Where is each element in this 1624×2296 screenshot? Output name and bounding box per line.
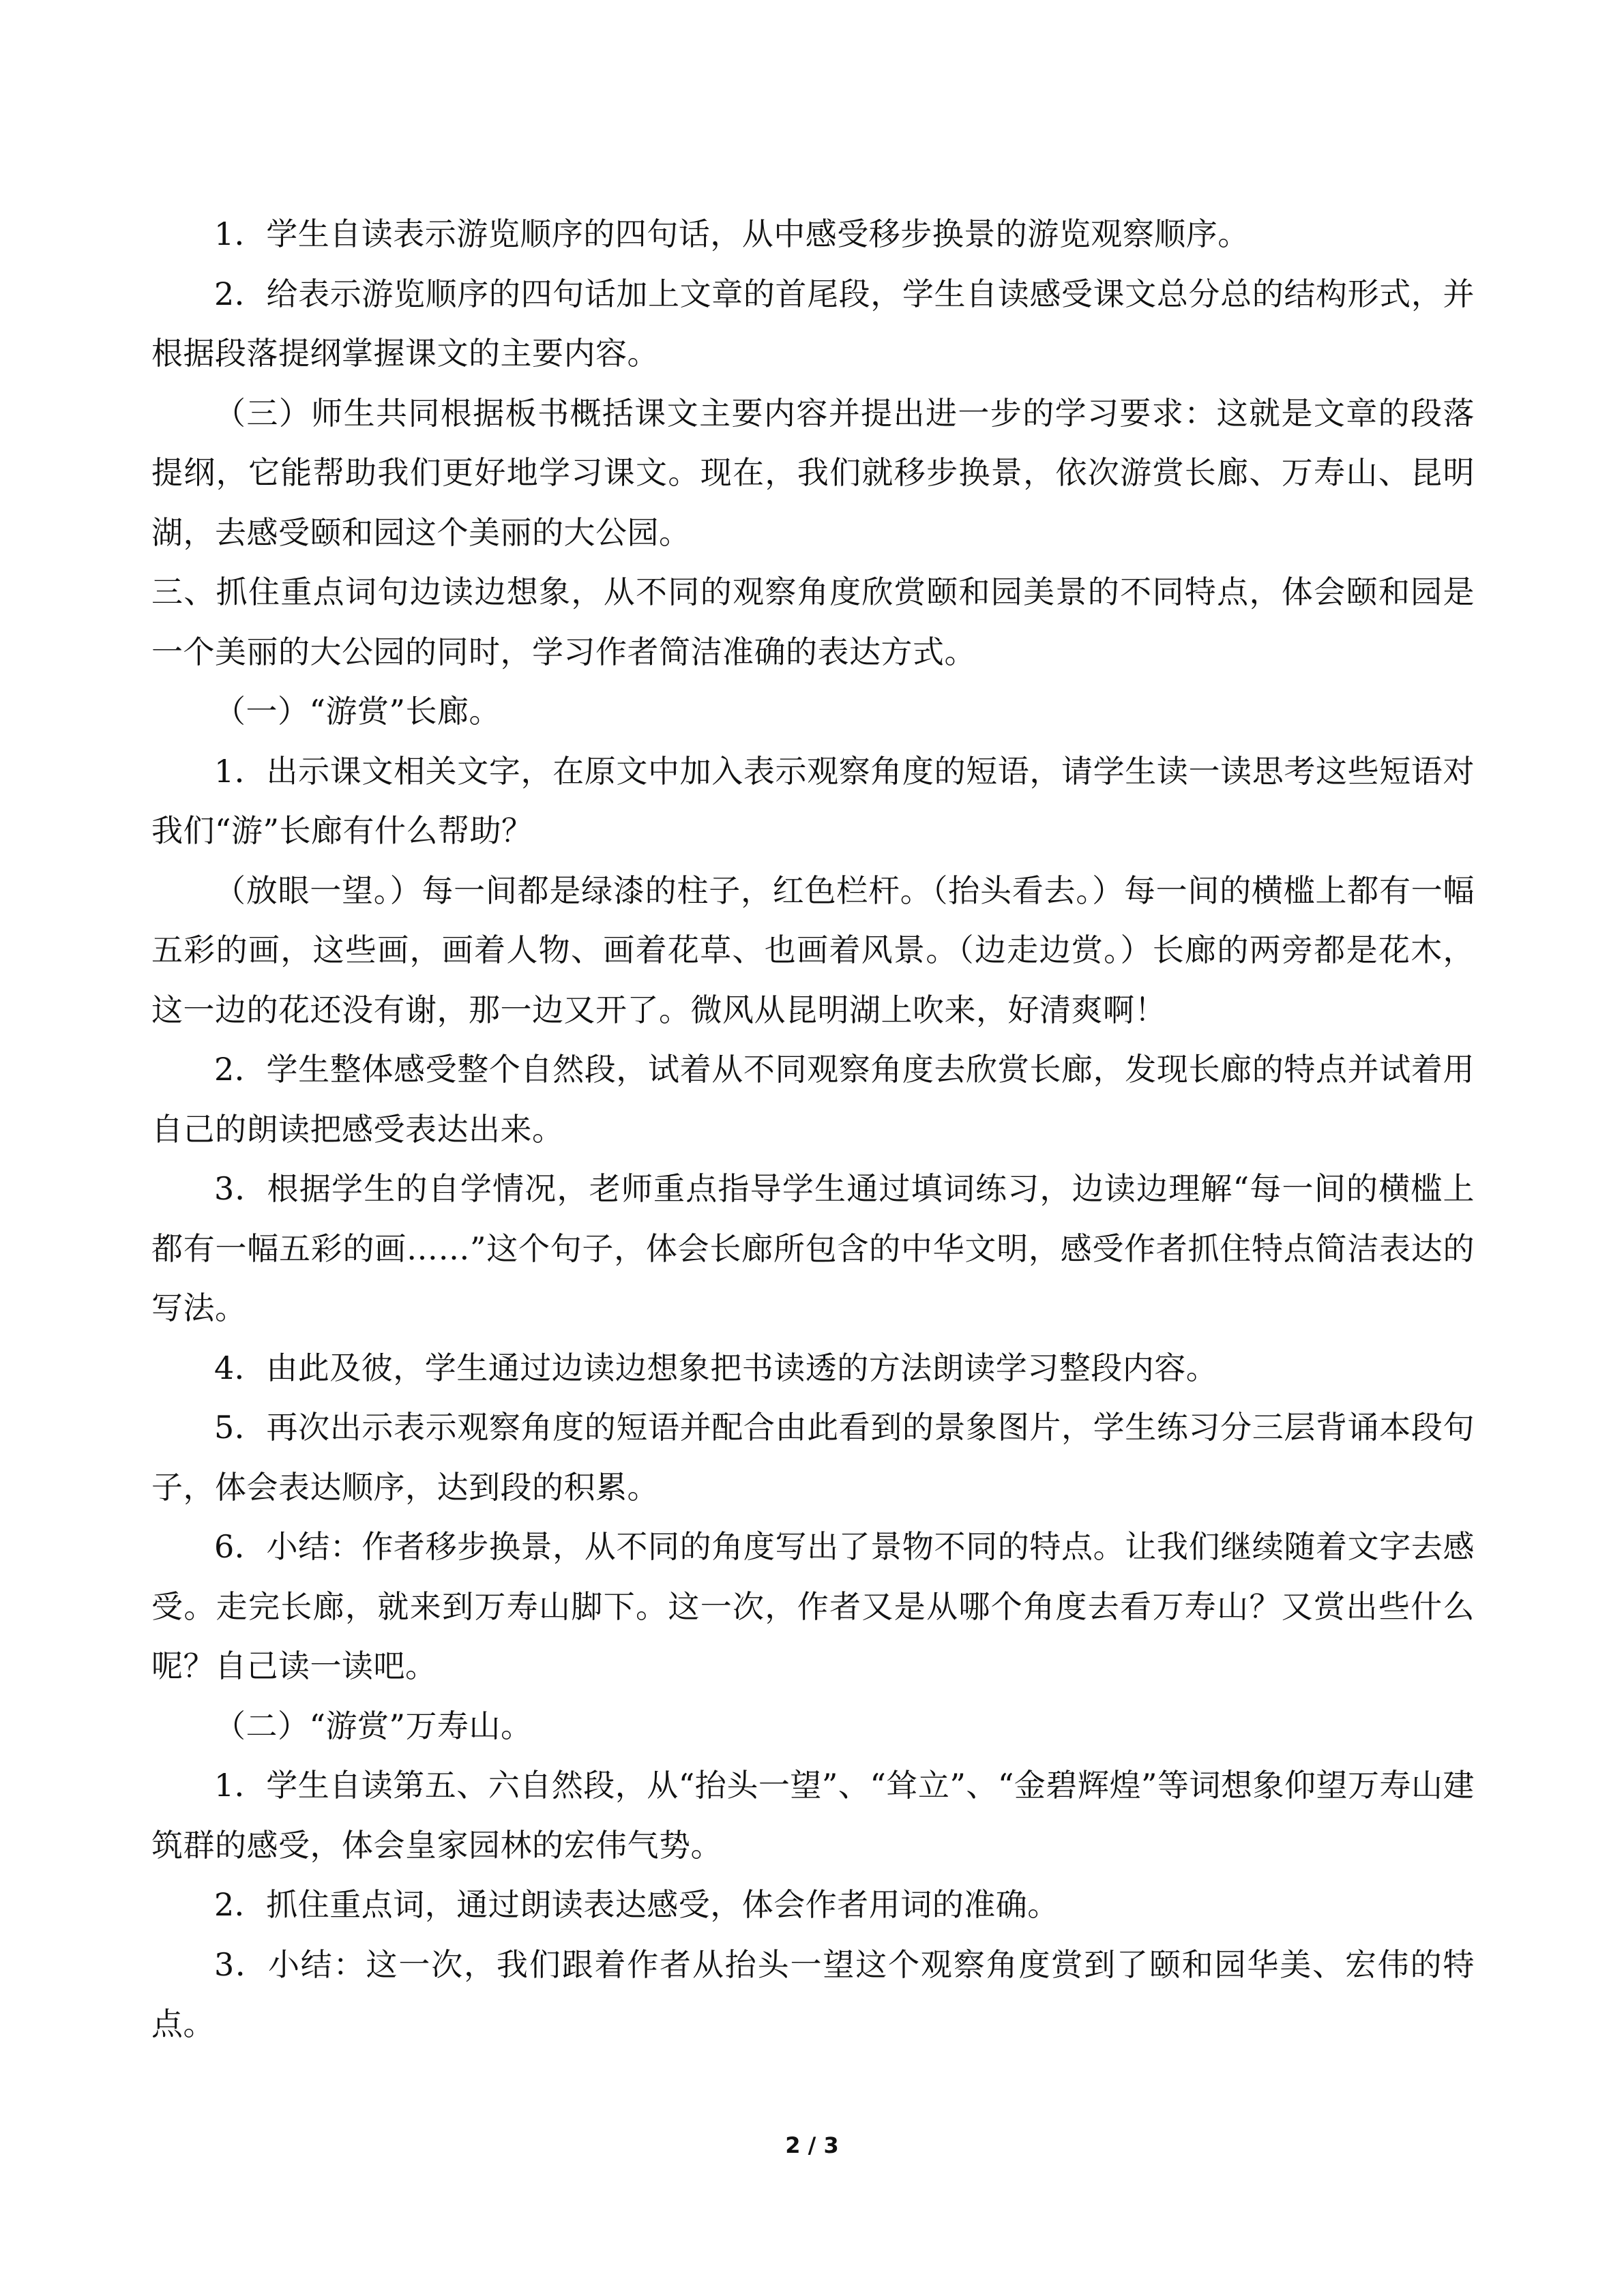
subsection-heading: （一）“游赏”长廊。 [214, 693, 501, 730]
paragraph: 2．给表示游览顺序的四句话加上文章的首尾段，学生自读感受课文总分总的结构形式，并根据段落提纲掌握课文的主要内容。 [151, 275, 1475, 372]
document-body [151, 205, 1475, 2055]
paragraph: 5．再次出示表示观察角度的短语并配合由此看到的景象图片，学生练习分三层背诵本段句子，体会表达顺序，达到段的积累。 [151, 1409, 1475, 1506]
paragraph: 3．小结：这一次，我们跟着作者从抬头一望这个观察角度赏到了颐和园华美、宏伟的特点。 [151, 1945, 1475, 2042]
paragraph: 1．学生自读表示游览顺序的四句话，从中感受移步换景的游览观察顺序。 [214, 215, 1250, 252]
paragraph: （三）师生共同根据板书概括课文主要内容并提出进一步的学习要求：这就是文章的段落提纲，它能帮助我们更好地学习课文。现在，我们就移步换景，依次游赏长廊、万寿山、昆明湖，去感受颐和园这个美丽的大公园。 [151, 394, 1475, 551]
quoted-passage: （放眼一望。）每一间都是绿漆的柱子，红色栏杆。（抬头看去。）每一间的横槛上都有一幅五彩的画，这些画，画着人物、画着花草、也画着风景。（边走边赏。）长廊的两旁都是花木，这一边的花还没有谢，那一边又开了。微风从昆明湖上吹来，好清爽啊！ [151, 871, 1475, 1028]
paragraph: 4．由此及彼，学生通过边读边想象把书读透的方法朗读学习整段内容。 [214, 1349, 1218, 1386]
paragraph: 1．学生自读第五、六自然段，从“抬头一望”、“耸立”、“金碧辉煌”等词想象仰望万寿山建筑群的感受，体会皇家园林的宏伟气势。 [151, 1767, 1475, 1864]
paragraph: 1．出示课文相关文字，在原文中加入表示观察角度的短语，请学生读一读思考这些短语对我们“游”长廊有什么帮助？ [151, 752, 1475, 849]
paragraph: 2．学生整体感受整个自然段，试着从不同观察角度去欣赏长廊，发现长廊的特点并试着用自己的朗读把感受表达出来。 [151, 1051, 1475, 1148]
paragraph: 2．抓住重点词，通过朗读表达感受，体会作者用词的准确。 [214, 1886, 1059, 1923]
paragraph: 3．根据学生的自学情况，老师重点指导学生通过填词练习，边读边理解“每一间的横槛上都有一幅五彩的画……”这个句子，体会长廊所包含的中华文明，感受作者抓住特点简洁表达的写法。 [151, 1170, 1475, 1326]
page-number: 2 / 3 [785, 2132, 839, 2158]
subsection-heading: （二）“游赏”万寿山。 [214, 1707, 533, 1744]
paragraph: 6．小结：作者移步换景，从不同的角度写出了景物不同的特点。让我们继续随着文字去感受。走完长廊，就来到万寿山脚下。这一次，作者又是从哪个角度去看万寿山？又赏出些什么呢？自己读一读吧。 [151, 1528, 1475, 1684]
section-heading: 三、抓住重点词句边读边想象，从不同的观察角度欣赏颐和园美景的不同特点，体会颐和园是一个美丽的大公园的同时，学习作者简洁准确的表达方式。 [151, 573, 1475, 670]
